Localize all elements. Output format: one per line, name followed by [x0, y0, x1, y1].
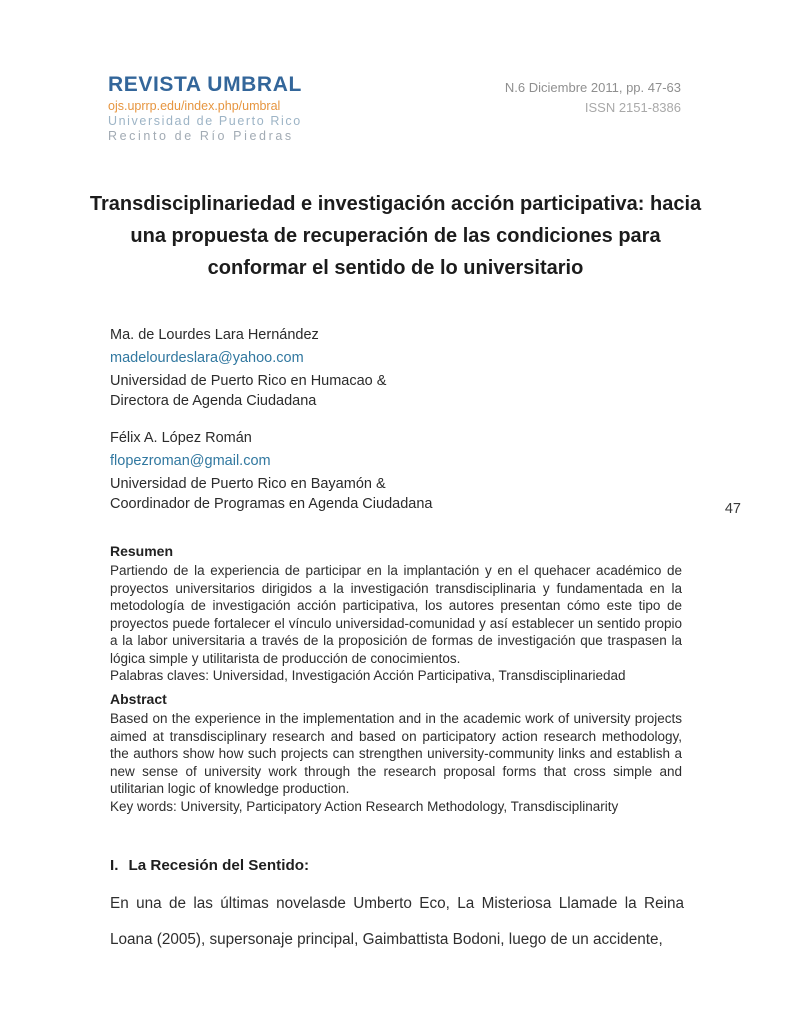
author-2-name: Félix A. López Román [110, 430, 252, 446]
journal-masthead [108, 73, 681, 143]
page-number: 47 [724, 501, 741, 517]
abstract-section [110, 691, 682, 815]
article-title: Transdisciplinariedad e investigación acción participativa: hacia una propuesta de recuperación de las condiciones para conformar el sentido de lo universitario [89, 193, 702, 279]
author-2-affiliation: Universidad de Puerto Rico en Bayamón & [110, 476, 386, 492]
journal-institution: Universidad de Puerto Rico [108, 114, 302, 128]
resumen-text: Partiendo de la experiencia de participar en la implantación y en el quehacer académico de proyectos universitarios dirigidos a la investigación transdisciplinaria y fundamentada en la metodología de investigación acción participativa, los autores presentan cómo este tipo de proyectos puede fortalecer el vínculo universidad-comunidad y así establecer un sentido propio a la labor universitaria a través de la proposición de formas de investigación que traspasen la lógica simple y utilitarista de producción de conocimientos. [110, 563, 682, 666]
section-1 [110, 857, 684, 958]
resumen-section [110, 543, 682, 685]
journal-logo [108, 73, 302, 143]
author-1 [110, 325, 590, 411]
author-1-affiliation: Universidad de Puerto Rico en Humacao & [110, 373, 387, 389]
section-1-paragraph: En una de las últimas novelasde Umberto Eco, La Misteriosa Llamade la Reina Loana (2005), supersonaje principal, Gaimbattista Bodoni, luego de un accidente, [110, 895, 684, 948]
abstract-heading: Abstract [110, 691, 167, 707]
journal-name: REVISTA UMBRAL [108, 73, 302, 96]
author-1-email-link[interactable]: madelourdeslara@yahoo.com [110, 350, 304, 366]
journal-campus: Recinto de Río Piedras [108, 129, 294, 143]
abstract-text: Based on the experience in the implementation and in the academic work of university projects aimed at transdisciplinary research and based on participatory action research methodology, the authors show how such projects can strengthen university-community links and establish a new sense of university work through the research proposal forms that cross simple and utilitarian logic of knowledge production. [110, 711, 682, 796]
section-1-title: La Recesión del Sentido: [128, 857, 310, 874]
issue-info [505, 73, 681, 115]
abstract-keywords: Key words: University, Participatory Action Research Methodology, Transdisciplinarity [110, 798, 619, 814]
issn-number: ISSN 2151-8386 [584, 100, 681, 115]
issue-number-pages: N.6 Diciembre 2011, pp. 47-63 [504, 80, 681, 95]
author-2-role: Coordinador de Programas en Agenda Ciudadana [110, 496, 433, 512]
author-2 [110, 428, 590, 514]
resumen-keywords: Palabras claves: Universidad, Investigación Acción Participativa, Transdisciplinariedad [110, 668, 626, 683]
author-2-email-link[interactable]: flopezroman@gmail.com [110, 453, 271, 469]
author-1-role: Directora de Agenda Ciudadana [110, 393, 317, 409]
authors-block [110, 325, 590, 514]
journal-url-link[interactable]: ojs.uprrp.edu/index.php/umbral [108, 99, 281, 113]
resumen-heading: Resumen [110, 543, 174, 559]
author-1-name: Ma. de Lourdes Lara Hernández [110, 327, 319, 343]
section-1-number: I. [110, 857, 119, 874]
section-1-heading [110, 857, 684, 874]
